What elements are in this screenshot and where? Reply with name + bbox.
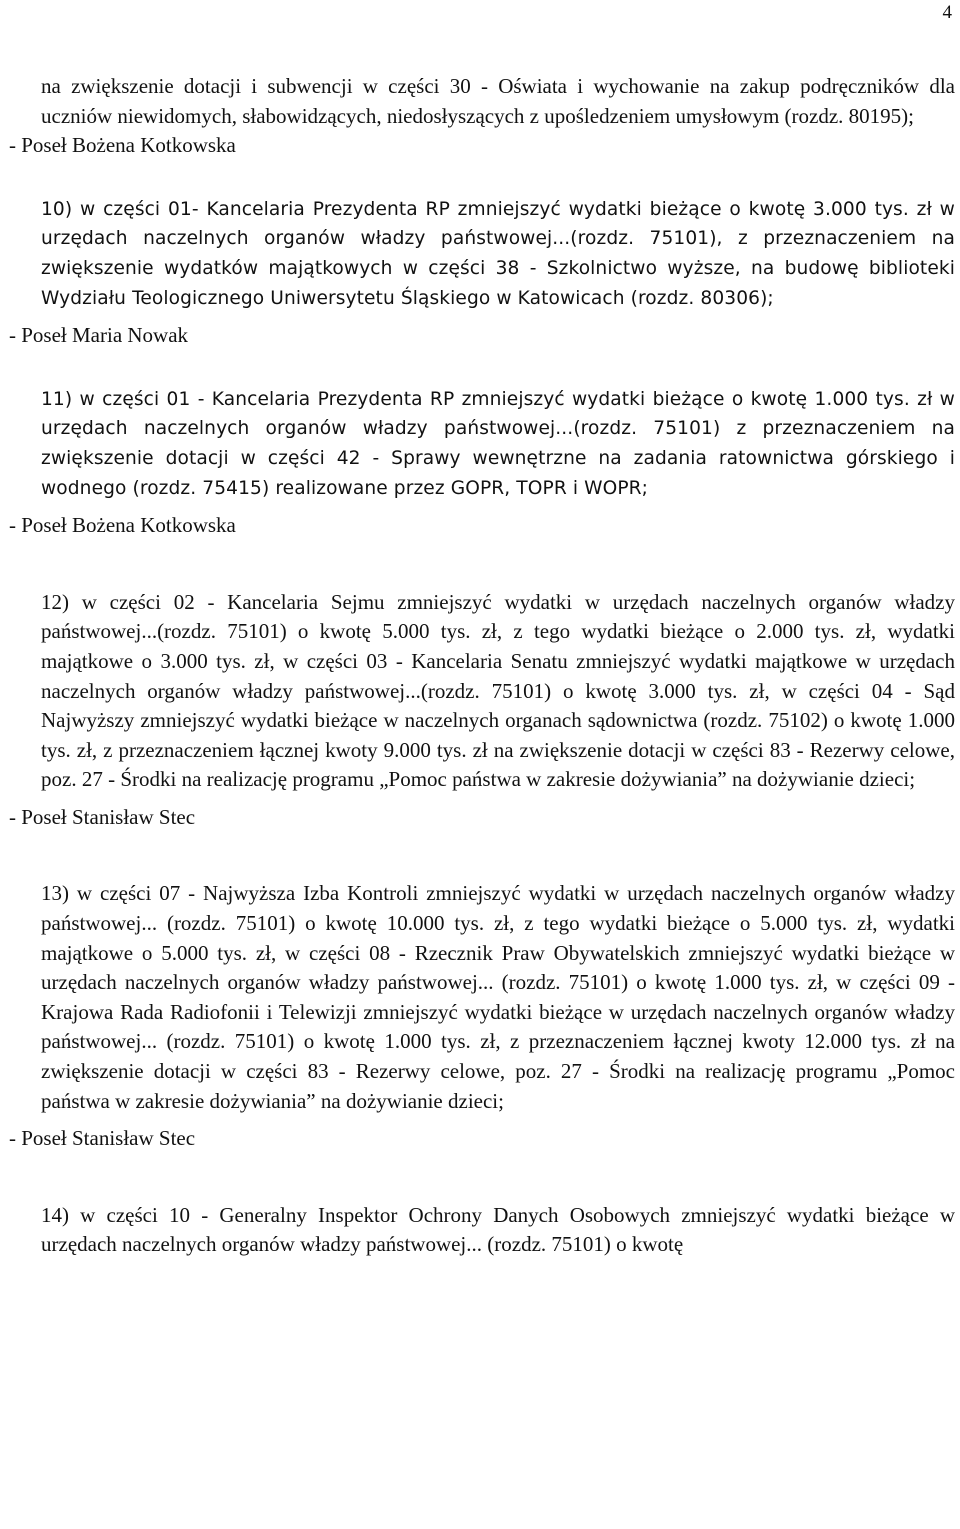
spacer (41, 313, 955, 321)
amendment-paragraph-10: 10) w części 01- Kancelaria Prezydenta RP zmniejszyć wydatki bieżące o kwotę 3.000 tys. zł w urzędach naczelnych organów władzy państwowej...(rozdz. 75101), z przeznaczeniem na zwiększenie wydatków majątkowych w części 38 - Szkolnictwo wyższe, na budowę biblioteki Wydziału Teologicznego Uniwersytetu Śląskiego w Katowicach (rozdz. 80306); (41, 198, 955, 309)
spacer (41, 795, 955, 803)
speaker-line: - Poseł Bożena Kotkowska (9, 513, 236, 538)
intro-paragraph: na zwiększenie dotacji i subwencji w części 30 - Oświata i wychowanie na zakup podręczników dla uczniów niewidomych, słabowidzących, niedosłyszących z upośledzeniem umysłowym (rozdz. 80195); (41, 74, 955, 128)
amendment-paragraph-14: 14) w części 10 - Generalny Inspektor Ochrony Danych Osobowych zmniejszyć wydatki bieżące w urzędach naczelnych organów władzy państwowej... (rozdz. 75101) o kwotę (41, 1202, 955, 1257)
spacer (41, 161, 955, 195)
speaker-line: - Poseł Stanisław Stec (9, 1126, 196, 1151)
speaker-line: - Poseł Maria Nowak (9, 323, 189, 348)
spacer (41, 503, 955, 511)
page-content (9, 72, 955, 1260)
amendment-paragraph-13: 13) w części 07 - Najwyższa Izba Kontroli zmniejszyć wydatki w urzędach naczelnych organów władzy państwowej... (rozdz. 75101) o kwotę 10.000 tys. zł, z tego wydatki bieżące o 5.000 tys. zł, wydatki majątkowe o 5.000 tys. zł, w części 08 - Rzecznik Praw Obywatelskich zmniejszyć wydatki bieżące w urzędach naczelnych organów władzy państwowej... (rozdz. 75101) o kwotę 1.000 tys. zł, w części 09 - Krajowa Rada Radiofonii i Telewizji zmniejszyć wydatki bieżące w urzędach naczelnych organów władzy państwowej... (rozdz. 75101) o kwotę 1.000 tys. zł, z przeznaczeniem łącznej kwoty 12.000 tys. zł na zwiększenie dotacji w części 83 - Rezerwy celowe, poz. 27 - Środki na realizację programu „Pomoc państwa w zakresie dożywiania” na dożywianie dzieci; (41, 881, 955, 1113)
spacer (41, 351, 955, 385)
amendment-paragraph-11: 11) w części 01 - Kancelaria Prezydenta RP zmniejszyć wydatki bieżące o kwotę 1.000 tys. zł w urzędach naczelnych organów władzy państwowej...(rozdz. 75101) z przeznaczeniem na zwiększenie dotacji w części 42 - Sprawy wewnętrzne na zadania ratownictwa górskiego i wodnego (rozdz. 75415) realizowane przez GOPR, TOPR i WOPR; (41, 388, 955, 499)
spacer (41, 541, 955, 588)
spacer (41, 832, 955, 879)
page-number: 4 (942, 2, 952, 23)
amendment-paragraph-12: 12) w części 02 - Kancelaria Sejmu zmniejszyć wydatki w urzędach naczelnych organów władzy państwowej...(rozdz. 75101) o kwotę 5.000 tys. zł, z tego wydatki bieżące o 2.000 tys. zł, wydatki majątkowe o 3.000 tys. zł, w części 03 - Kancelaria Senatu zmniejszyć wydatki majątkowe w urzędach naczelnych organów władzy państwowej...(rozdz. 75101) o kwotę 3.000 tys. zł, w części 04 - Sąd Najwyższy zmniejszyć wydatki bieżące w naczelnych organach sądownictwa (rozdz. 75102) o kwotę 1.000 tys. zł, z przeznaczeniem łącznej kwoty 9.000 tys. zł na zwiększenie dotacji w części 83 - Rezerwy celowe, poz. 27 - Środki na realizację programu „Pomoc państwa w zakresie dożywiania” na dożywianie dzieci; (41, 589, 955, 792)
spacer (41, 1116, 955, 1124)
speaker-line: - Poseł Stanisław Stec (9, 804, 196, 829)
spacer (41, 1154, 955, 1201)
speaker-line: - Poseł Bożena Kotkowska (9, 133, 236, 158)
